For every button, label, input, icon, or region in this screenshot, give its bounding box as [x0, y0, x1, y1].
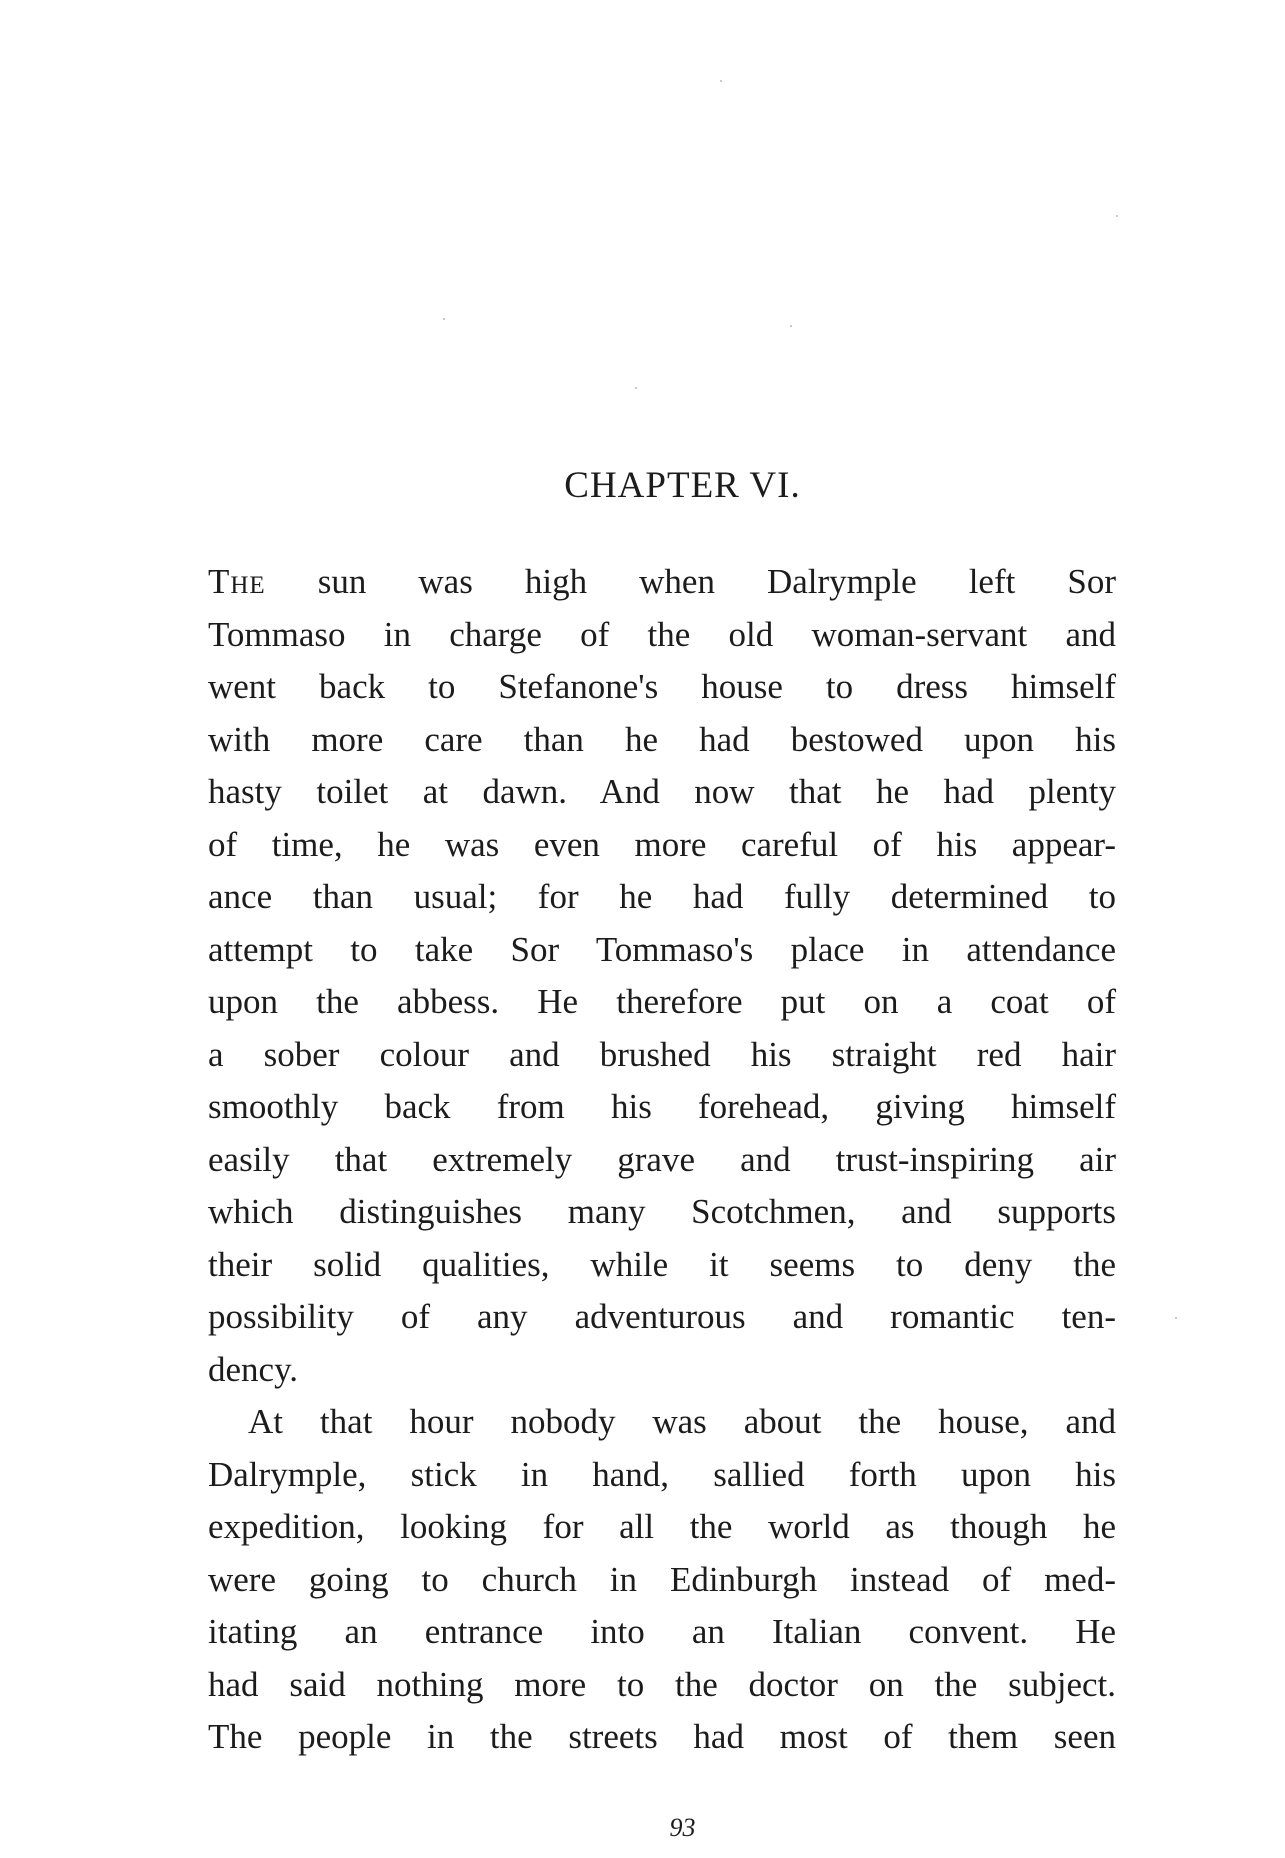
paper-speck [635, 387, 637, 389]
paper-speck [1116, 215, 1118, 217]
paper-speck [790, 325, 792, 327]
paper-speck [720, 80, 722, 82]
paper-speck [1175, 1317, 1177, 1319]
paragraph [208, 556, 1116, 1396]
text-line: were going to church in Edinburgh instead of med- [208, 1559, 1116, 1599]
text-line: attempt to take Sor Tommaso's place in attendance [208, 929, 1116, 969]
page-number: 93 [669, 1813, 696, 1842]
text-line: hasty toilet at dawn. And now that he had plenty [208, 772, 1116, 811]
text-line: their solid qualities, while it seems to deny the [208, 1244, 1116, 1284]
text-line: of time, he was even more careful of his appear- [208, 824, 1116, 864]
text-line: smoothly back from his forehead, giving himself [208, 1087, 1116, 1126]
text-line: The people in the streets had most of them seen [208, 1717, 1116, 1756]
text-line: Dalrymple, stick in hand, sallied forth upon his [208, 1454, 1116, 1494]
text-line: possibility of any adventurous and romantic ten- [208, 1297, 1116, 1336]
text-line: which distinguishes many Scotchmen, and supports [208, 1192, 1116, 1231]
text-line: with more care than he had bestowed upon his [208, 719, 1116, 759]
text-line: expedition, looking for all the world as though he [208, 1507, 1116, 1546]
text-line: itating an entrance into an Italian convent. He [208, 1612, 1116, 1651]
text-line: had said nothing more to the doctor on the subject. [208, 1664, 1116, 1704]
paragraph [208, 1396, 1116, 1764]
text-line: upon the abbess. He therefore put on a coat of [208, 982, 1116, 1021]
text-line: The sun was high when Dalrymple left Sor [208, 562, 1116, 601]
text-line: a sober colour and brushed his straight red hair [208, 1034, 1116, 1074]
chapter-title: CHAPTER VI. [564, 465, 801, 506]
text-line: ance than usual; for he had fully determined to [208, 877, 1116, 916]
text-line: Tommaso in charge of the old woman-servant and [208, 614, 1116, 654]
text-line: easily that extremely grave and trust-inspiring air [208, 1139, 1116, 1179]
text-line: dency. [208, 1349, 299, 1389]
opening-word: The [208, 562, 266, 601]
body-text [208, 556, 1116, 1764]
paper-speck [443, 318, 445, 320]
text-line: went back to Stefanone's house to dress himself [208, 667, 1116, 706]
text-line: At that hour nobody was about the house, and [248, 1402, 1116, 1441]
